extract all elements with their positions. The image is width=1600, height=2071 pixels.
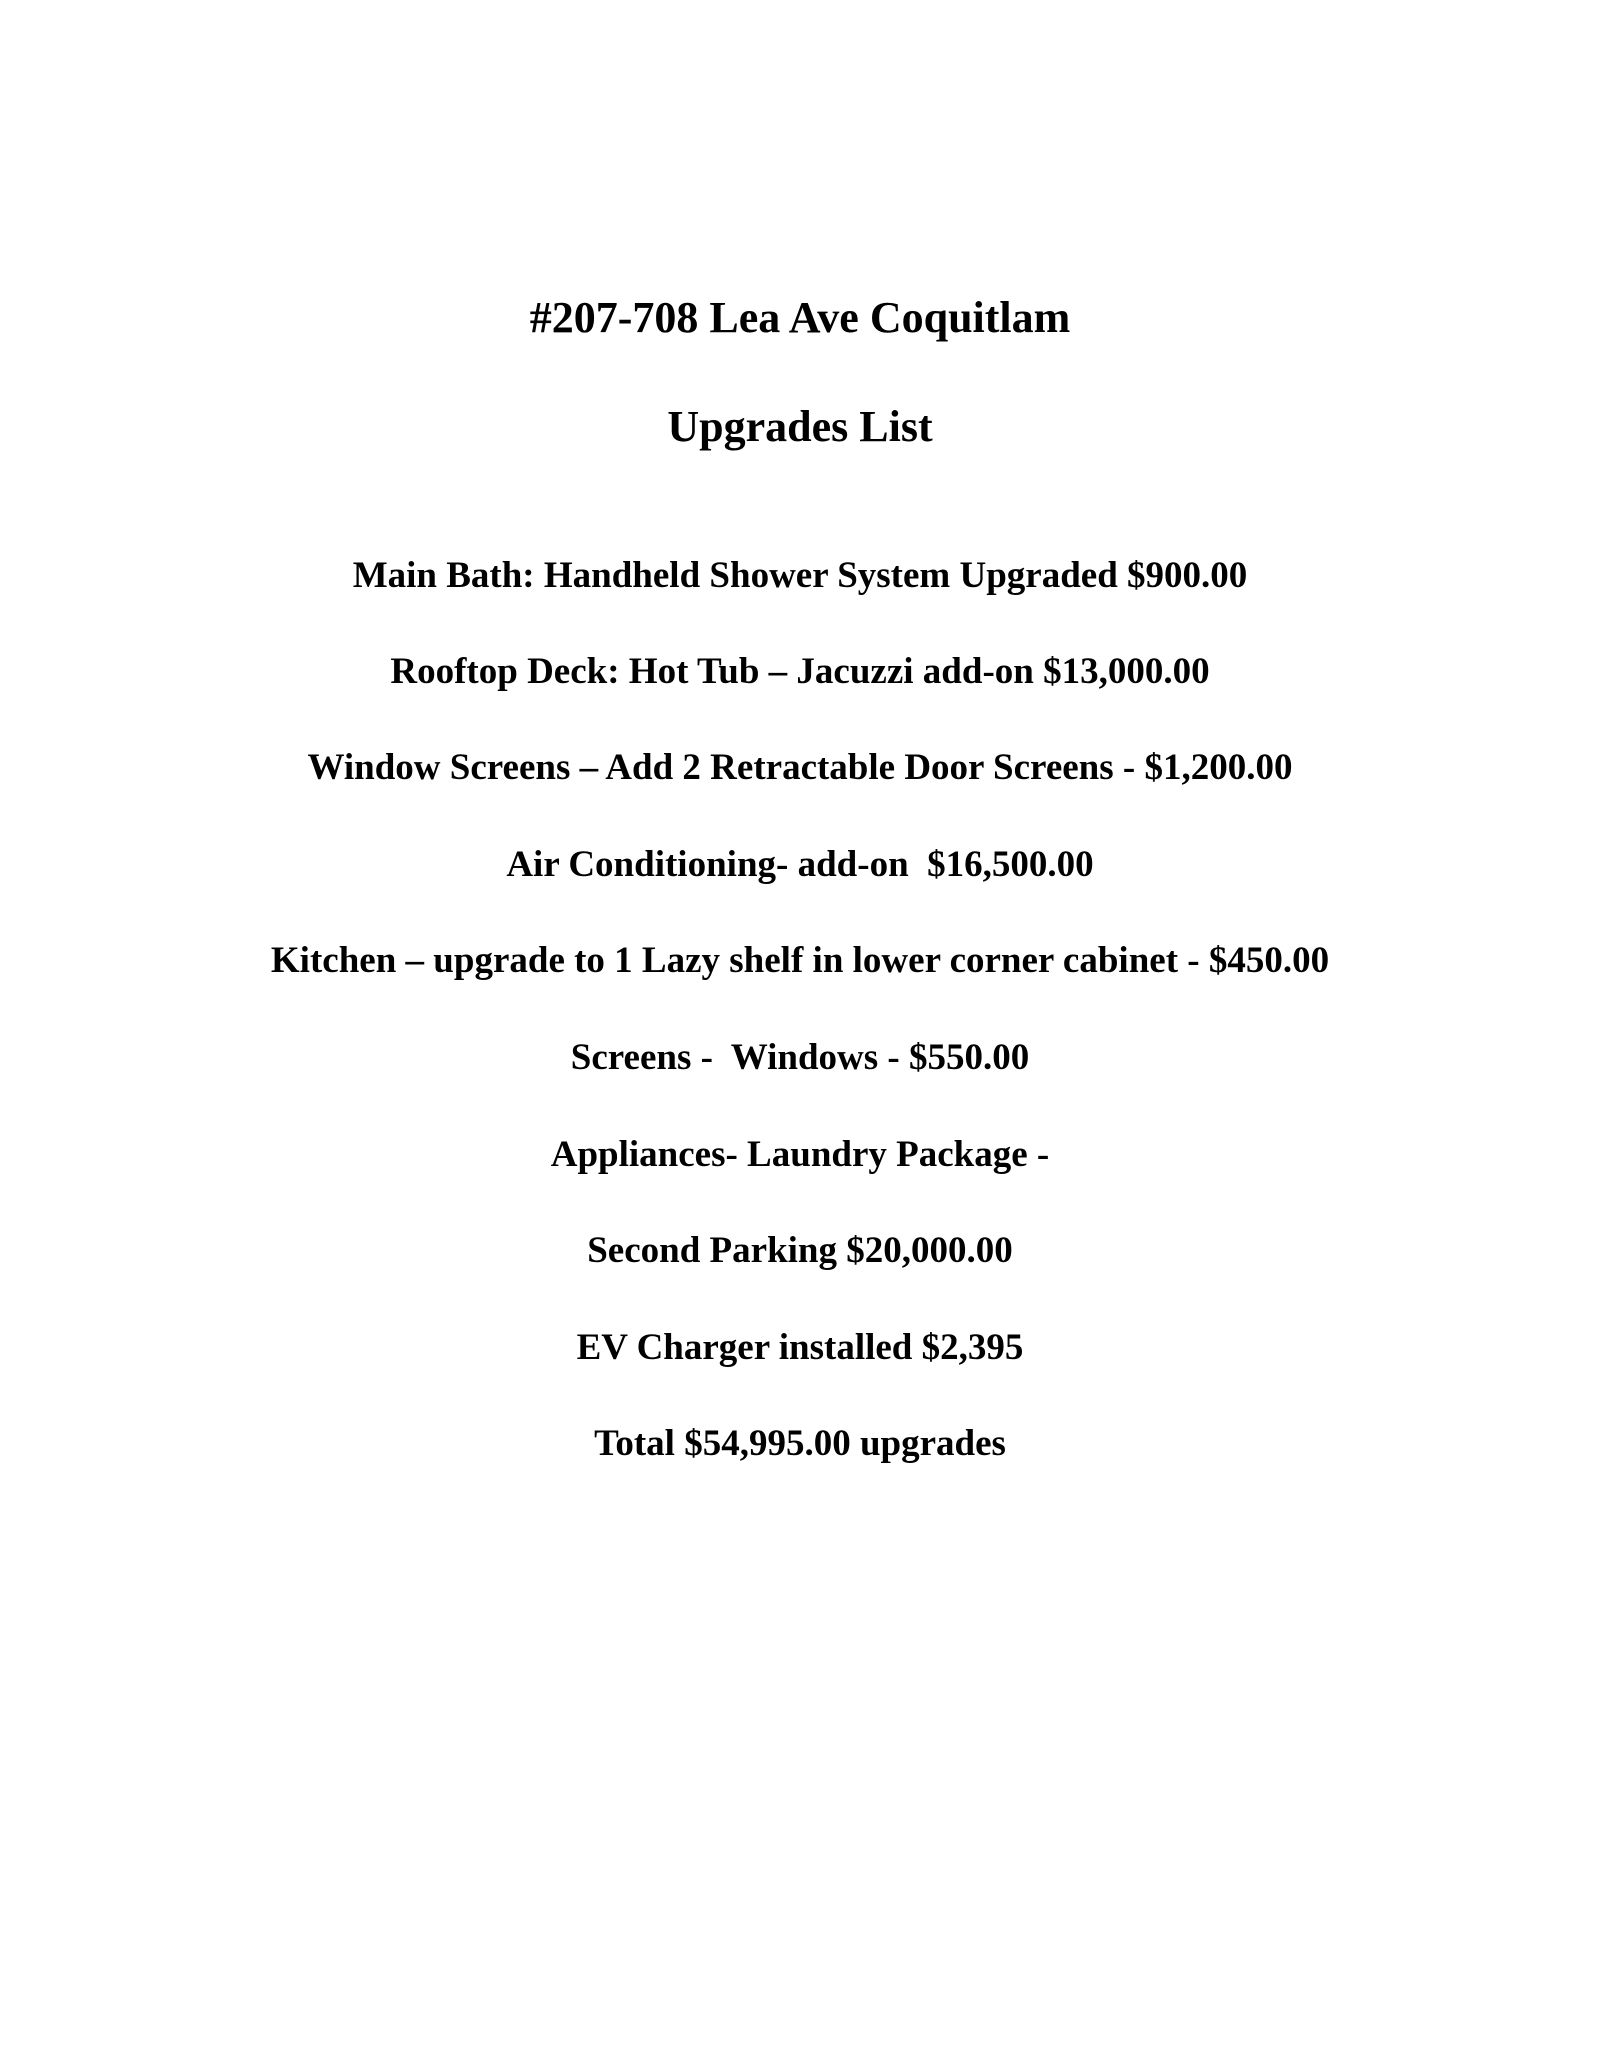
upgrade-item-window-screens: Window Screens – Add 2 Retractable Door Screens - $1,200.00	[307, 747, 1293, 788]
upgrade-item-appliances: Appliances- Laundry Package -	[550, 1134, 1050, 1175]
upgrade-item-rooftop-deck: Rooftop Deck: Hot Tub – Jacuzzi add-on $13,000.00	[390, 651, 1210, 692]
upgrade-item-ev-charger: EV Charger installed $2,395	[576, 1327, 1024, 1368]
upgrade-item-air-conditioning: Air Conditioning- add-on $16,500.00	[506, 844, 1094, 885]
upgrade-item-screens-windows: Screens - Windows - $550.00	[570, 1037, 1030, 1078]
document-title: #207-708 Lea Ave Coquitlam	[529, 293, 1071, 342]
document-subtitle: Upgrades List	[667, 402, 933, 451]
upgrades-total: Total $54,995.00 upgrades	[594, 1423, 1006, 1464]
upgrade-item-kitchen: Kitchen – upgrade to 1 Lazy shelf in lower corner cabinet - $450.00	[270, 940, 1330, 981]
upgrade-item-main-bath: Main Bath: Handheld Shower System Upgraded $900.00	[352, 555, 1248, 596]
upgrade-item-second-parking: Second Parking $20,000.00	[587, 1230, 1013, 1271]
